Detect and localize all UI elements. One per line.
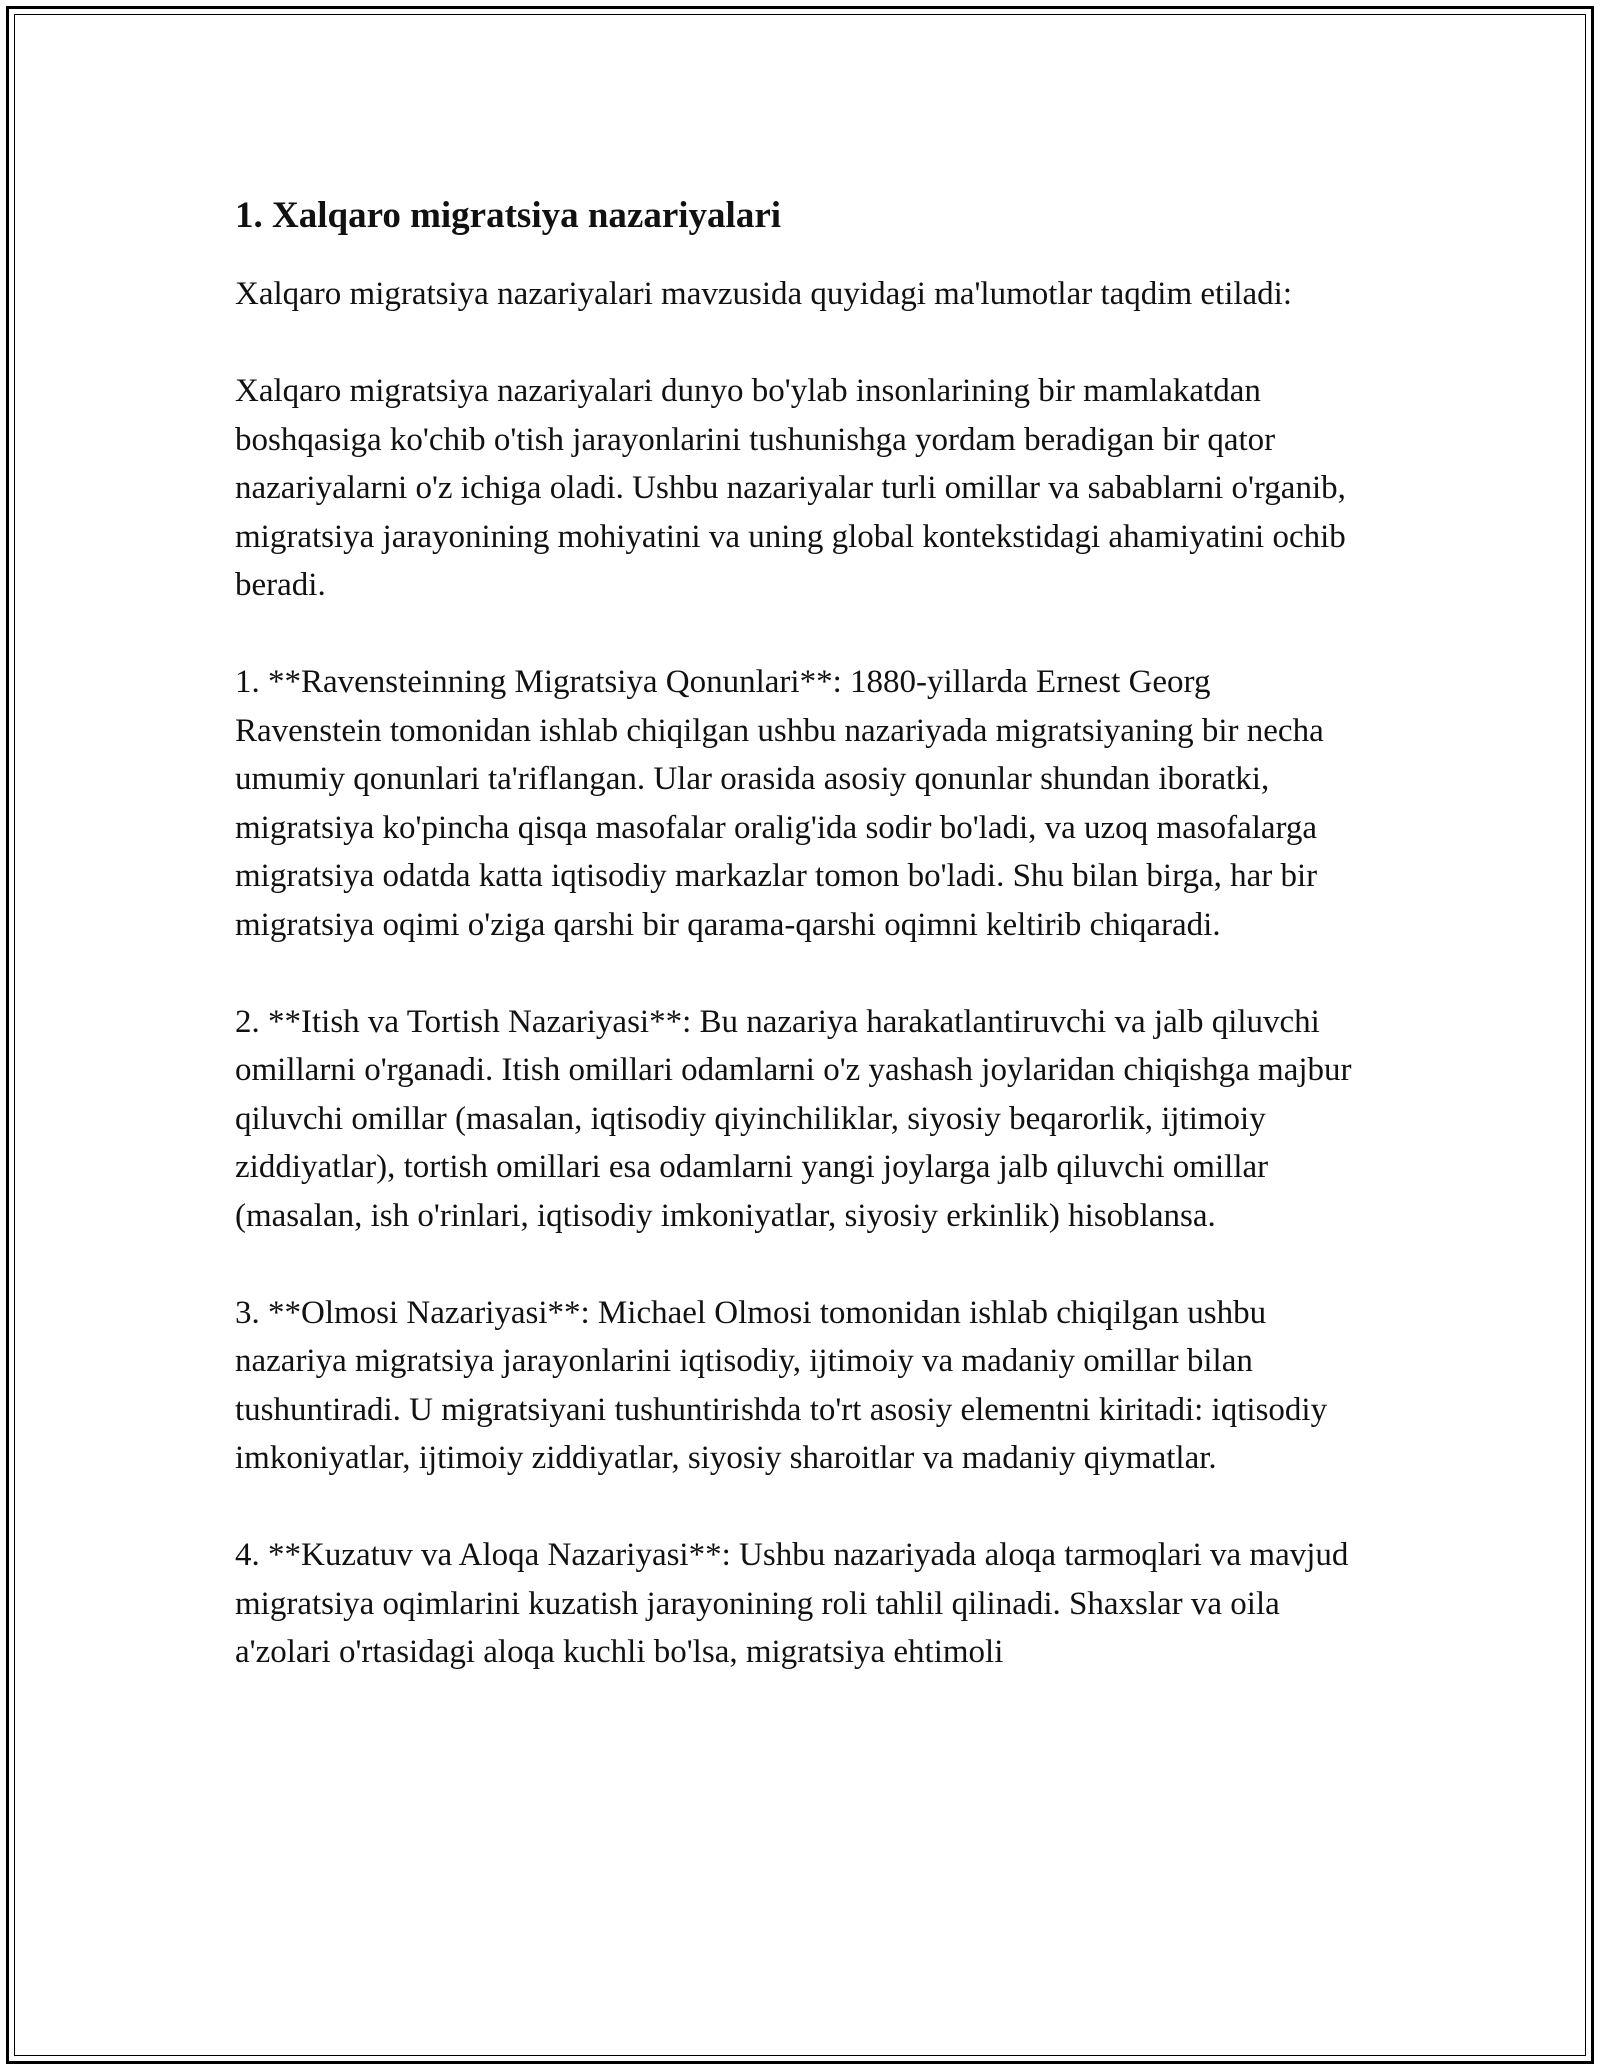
document-title: 1. Xalqaro migratsiya nazariyalari xyxy=(235,195,782,236)
paragraph-olmosi: 3. **Olmosi Nazariyasi**: Michael Olmosi tomonidan ishlab chiqilgan ushbu nazariya migratsiya jarayonlarini iqtisodiy, ijtimoiy va madaniy omillar bilan tushuntiradi. U migratsiyani tushuntirishda to'rt asosiy elementni kiritadi: iqtisodiy imkoniyatlar, ijtimoiy ziddiyatlar, siyosiy sharoitlar va madaniy qiymatlar. xyxy=(235,1294,1328,1476)
paragraph-intro: Xalqaro migratsiya nazariyalari mavzusida quyidagi ma'lumotlar taqdim etiladi: xyxy=(235,276,1293,312)
paragraph-push-pull: 2. **Itish va Tortish Nazariyasi**: Bu nazariya harakatlantiruvchi va jalb qiluvchi omillarni o'rganadi. Itish omillari odamlarni o'z yashash joylaridan chiqishga majbur qiluvchi omillar (masalan, iqtisodiy qiyinchiliklar, siyosiy beqarorlik, ijtimoiy ziddiyatlar), tortish omillari esa odamlarni yangi joylarga jalb qiluvchi omillar (masalan, ish o'rinlari, iqtisodiy imkoniyatlar, siyosiy erkinlik) hisoblansa. xyxy=(235,1003,1352,1234)
paragraph-overview: Xalqaro migratsiya nazariyalari dunyo bo'ylab insonlarining bir mamlakatdan boshqasiga ko'chib o'tish jarayonlarini tushunishga yordam beradigan bir qator nazariyalarni o'z ichiga oladi. Ushbu nazariyalar turli omillar va sabablarni o'rganib, migratsiya jarayonining mohiyatini va uning global kontekstidagi ahamiyatini ochib beradi. xyxy=(235,373,1346,603)
paragraph-network: 4. **Kuzatuv va Aloqa Nazariyasi**: Ushbu nazariyada aloqa tarmoqlari va mavjud migratsiya oqimlarini kuzatish jarayonining roli tahlil qilinadi. Shaxslar va oila a'zolari o'rtasidagi aloqa kuchli bo'lsa, migratsiya ehtimoli xyxy=(235,1537,1349,1670)
paragraph-ravenstein: 1. **Ravensteinning Migratsiya Qonunlari**: 1880-yillarda Ernest Georg Ravenstein tomonidan ishlab chiqilgan ushbu nazariyada migratsiyaning bir necha umumiy qonunlari ta'riflangan. Ular orasida asosiy qonunlar shundan iboratki, migratsiya ko'pincha qisqa masofalar oralig'ida sodir bo'ladi, va uzoq masofalarga migratsiya odatda katta iqtisodiy markazlar tomon bo'ladi. Shu bilan birga, har bir migratsiya oqimi o'ziga qarshi bir qarama-qarshi oqimni keltirib chiqaradi. xyxy=(235,664,1324,943)
document-body xyxy=(235,186,1365,1677)
